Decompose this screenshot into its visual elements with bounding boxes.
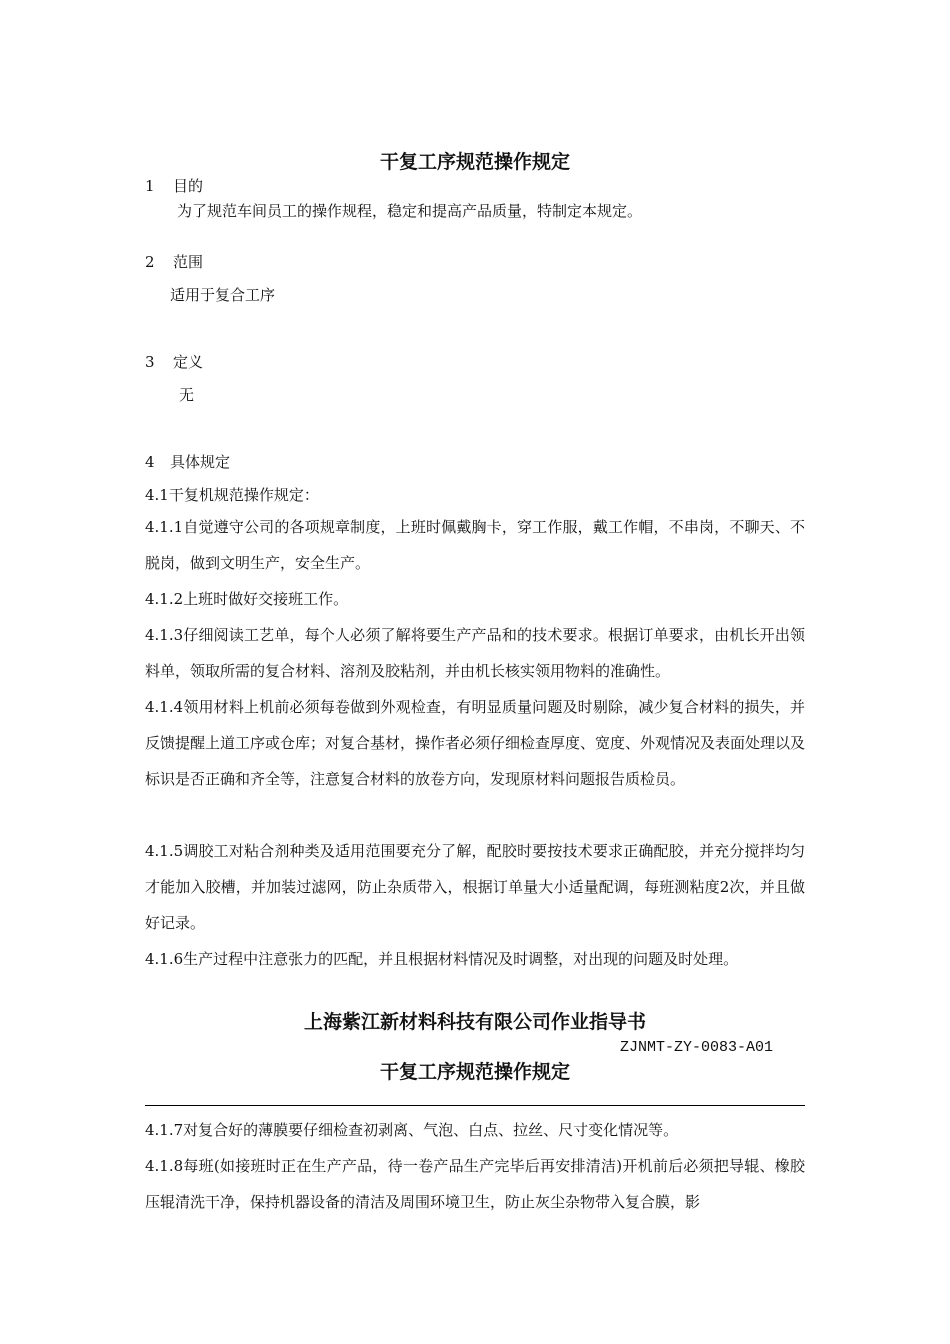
section-heading-definition: 定义 (173, 353, 204, 371)
rule-4-1-4: 4.1.4领用材料上机前必须每卷做到外观检查，有明显质量问题及时剔除，减少复合材料的损失，并反馈提醒上道工序或仓库；对复合基材，操作者必须仔细检查厚度、宽度、外观情况及表面处理以及标识是否正确和齐全等，注意复合材料的放卷方向，发现原材料问题报告质检员。 (145, 698, 806, 788)
purpose-text: 为了规范车间员工的操作规程，稳定和提高产品质量，特制定本规定。 (177, 202, 643, 220)
header-title: 干复工序规范操作规定 (379, 1061, 570, 1083)
scope-text: 适用于复合工序 (170, 286, 276, 304)
section-heading-purpose: 目的 (173, 177, 204, 195)
rule-4-1-2: 4.1.2上班时做好交接班工作。 (145, 590, 349, 608)
section-number: 3 (145, 353, 155, 371)
rule-4-1: 4.1干复机规范操作规定： (145, 486, 319, 504)
rule-4-1-3: 4.1.3仔细阅读工艺单，每个人必须了解将要生产产品和的技术要求。根据订单要求，由机长开出领料单，领取所需的复合材料、溶剂及胶粘剂，并由机长核实领用物料的准确性。 (145, 626, 805, 680)
page-title: 干复工序规范操作规定 (379, 151, 570, 173)
rule-4-1-5: 4.1.5调胶工对粘合剂种类及适用范围要充分了解，配胶时要按技术要求正确配胶，并充分搅拌均匀才能加入胶槽，并加装过滤网，防止杂质带入，根据订单量大小适量配调，每班测粘度2次，并且做好记录。 (145, 842, 805, 932)
section-heading-scope: 范围 (173, 253, 204, 271)
header-divider (145, 1105, 805, 1106)
company-name: 上海紫江新材料科技有限公司作业指导书 (303, 1011, 646, 1033)
definition-text: 无 (179, 386, 195, 404)
rule-4-1-1: 4.1.1自觉遵守公司的各项规章制度，上班时佩戴胸卡，穿工作服，戴工作帽，不串岗，不聊天、不脱岗，做到文明生产，安全生产。 (145, 518, 805, 572)
rule-4-1-7: 4.1.7对复合好的薄膜要仔细检查初剥离、气泡、白点、拉丝、尺寸变化情况等。 (145, 1121, 679, 1139)
section-number: 2 (145, 253, 155, 271)
section-number: 1 (145, 177, 155, 195)
section-heading-rules: 具体规定 (170, 453, 231, 471)
rule-4-1-6: 4.1.6生产过程中注意张力的匹配，并且根据材料情况及时调整，对出现的问题及时处理。 (145, 950, 739, 968)
rule-4-1-8: 4.1.8每班(如接班时正在生产产品，待一卷产品生产完毕后再安排清洁)开机前后必须把导辊、橡胶压辊清洗干净，保持机器设备的清洁及周围环境卫生，防止灰尘杂物带入复合膜，影 (145, 1157, 805, 1211)
section-number: 4 (145, 453, 155, 471)
document-number: ZJNMT-ZY-0083-A01 (620, 1039, 774, 1056)
